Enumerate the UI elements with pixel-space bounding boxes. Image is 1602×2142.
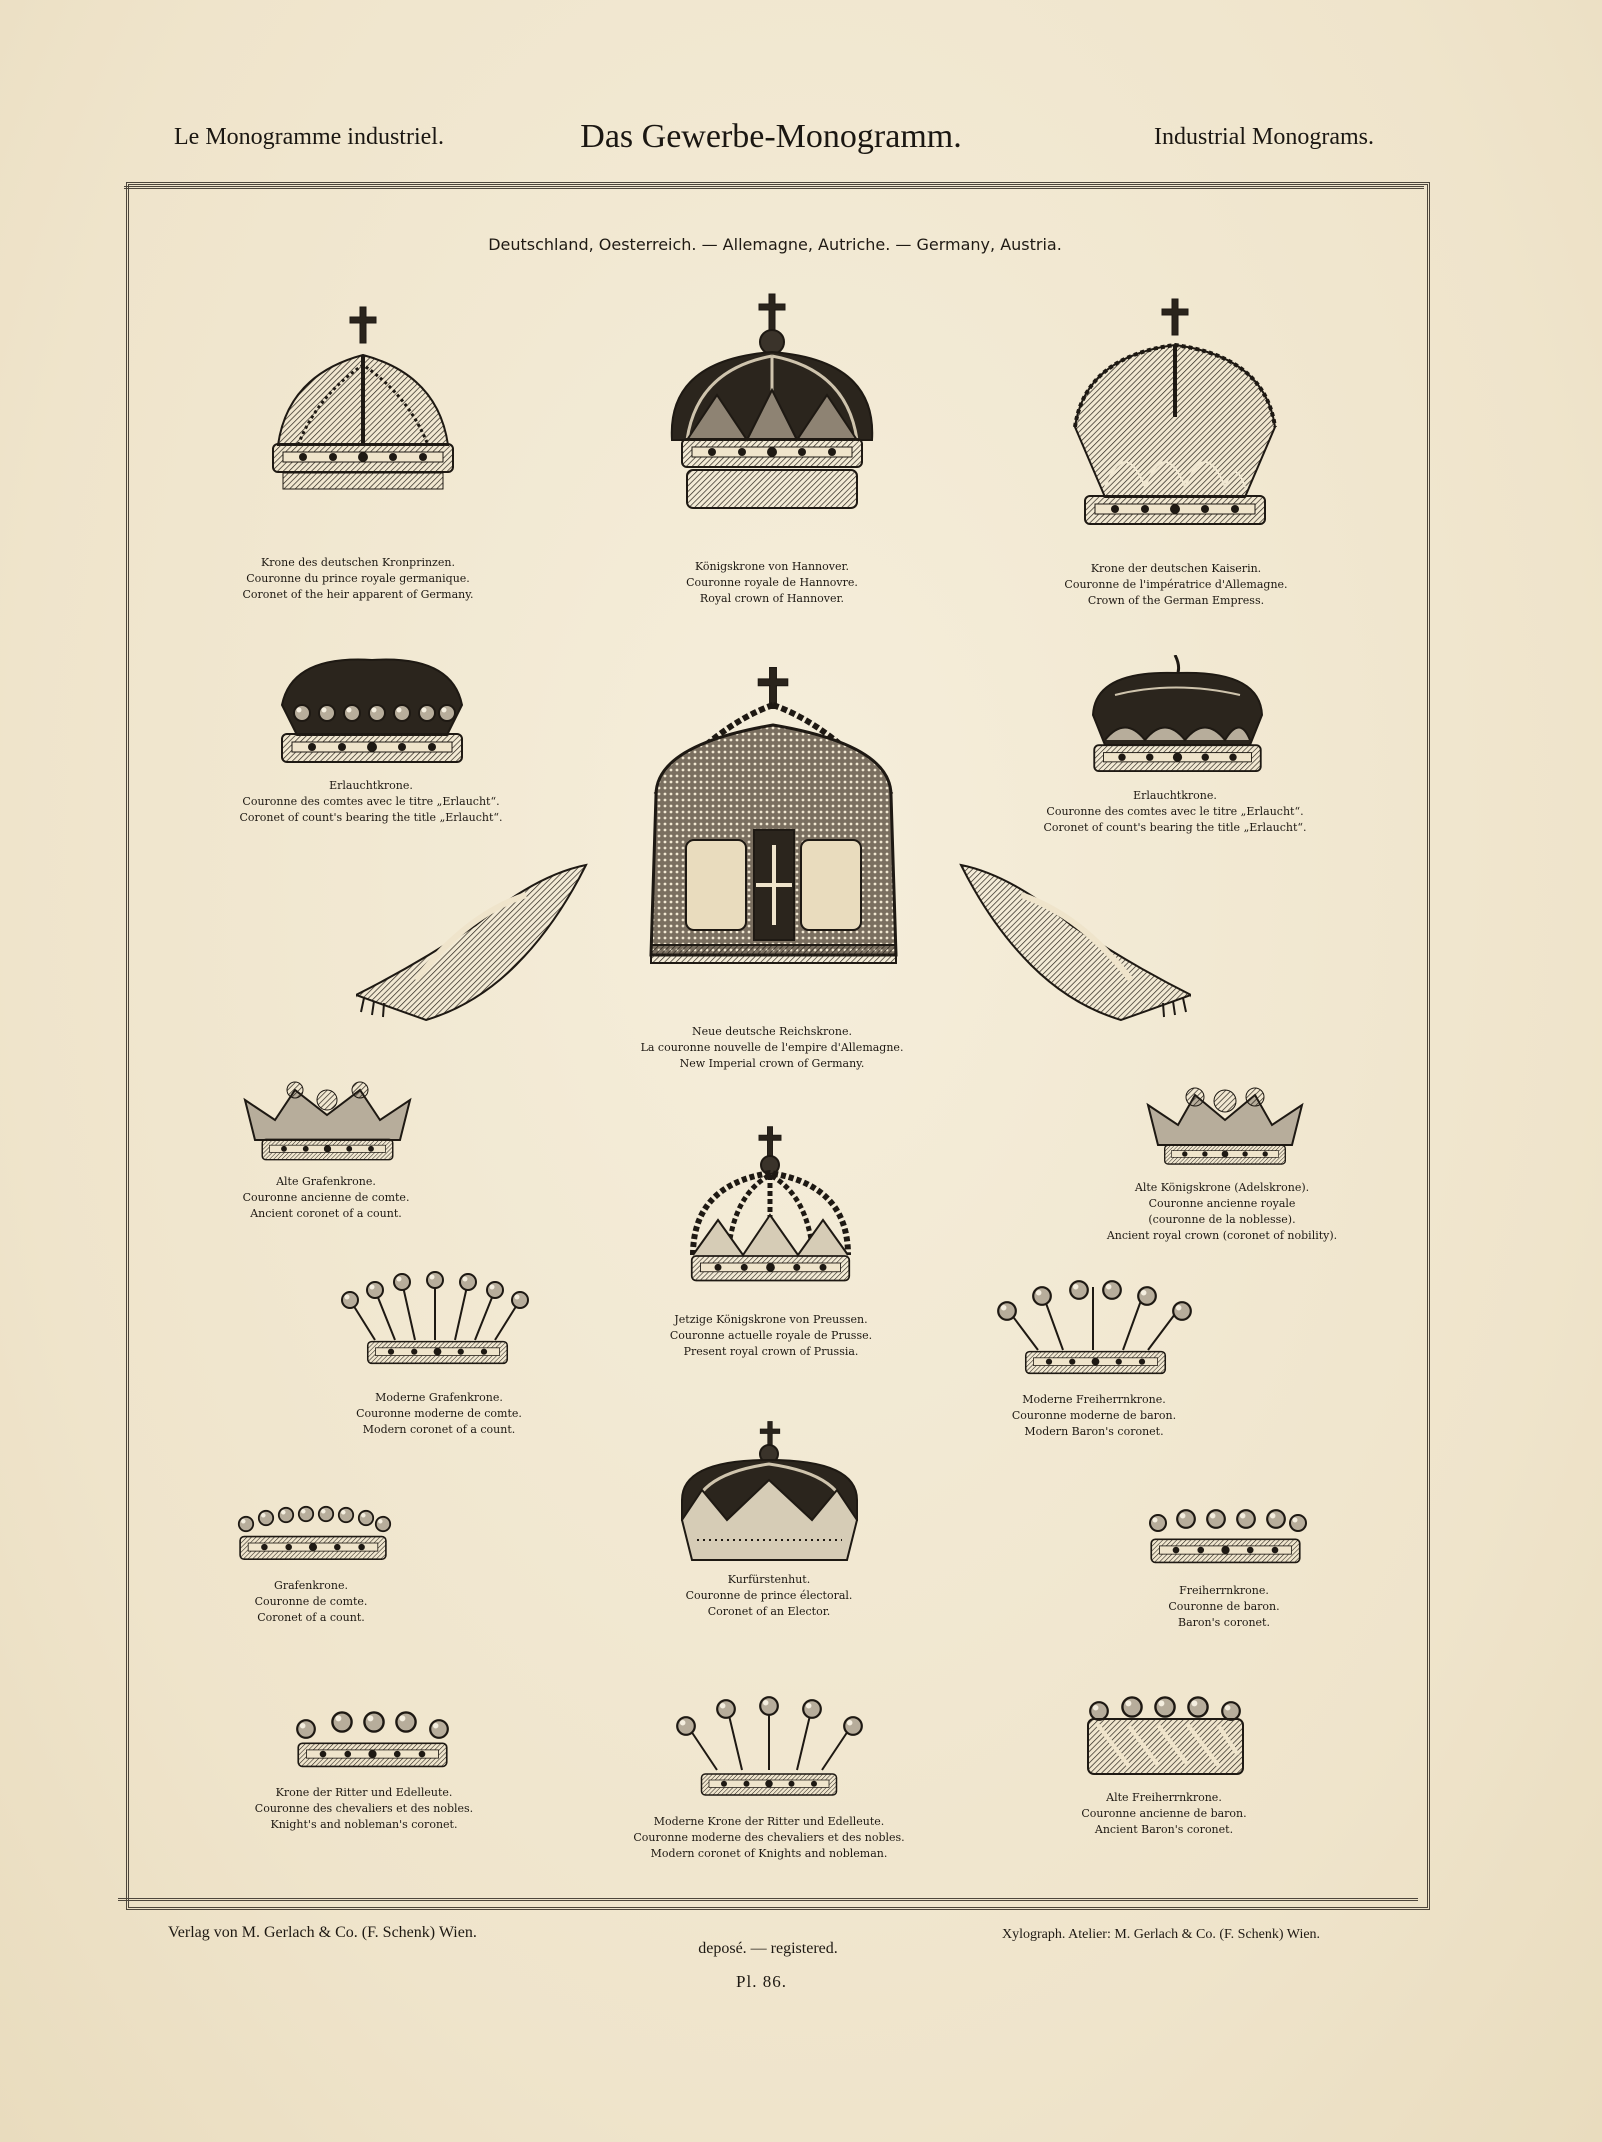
caption-ancient-count: Alte Grafenkrone. Couronne ancienne de comte. Ancient coronet of a count. bbox=[242, 1175, 410, 1220]
page-title: Das Gewerbe-Monogramm. bbox=[580, 118, 962, 155]
crown-ancient-baron-icon bbox=[1083, 1695, 1248, 1780]
caption-prussia: Jetzige Königskrone von Preussen. Couronne actuelle royale de Prusse. Present royal crown of Prussia. bbox=[669, 1313, 873, 1358]
caption-hannover: Königskrone von Hannover. Couronne royale de Hannovre. Royal crown of Hannover. bbox=[686, 560, 858, 605]
caption-empress: Krone der deutschen Kaiserin. Couronne de l'impératrice d'Allemagne. Crown of the German Empress. bbox=[1064, 562, 1288, 607]
caption-crown-prince: Krone des deutschen Kronprinzen. Couronne du prince royale germanique. Coronet of the heir apparent of Germany. bbox=[242, 556, 474, 601]
crown-modern-count-icon bbox=[335, 1270, 540, 1375]
crown-baron-icon bbox=[1143, 1508, 1308, 1578]
header-left: Le Monogramme industriel. bbox=[174, 124, 444, 150]
caption-knight: Krone der Ritter und Edelleute. Couronne des chevaliers et des nobles. Knight's and nobleman's coronet. bbox=[254, 1786, 474, 1831]
crown-modern-knight-icon bbox=[672, 1695, 867, 1810]
caption-modern-baron: Moderne Freiherrnkrone. Couronne moderne de baron. Modern Baron's coronet. bbox=[1011, 1393, 1177, 1438]
crown-crown-prince-icon bbox=[258, 305, 468, 545]
bottom-rule bbox=[118, 1898, 1418, 1901]
caption-ancient-baron: Alte Freiherrnkrone. Couronne ancienne de baron. Ancient Baron's coronet. bbox=[1081, 1791, 1247, 1836]
caption-erlaucht-right: Erlauchtkrone. Couronne des comtes avec le titre „Erlaucht“. Coronet of count's bearing the title „Erlaucht“. bbox=[1043, 789, 1307, 834]
caption-baron: Freiherrnkrone. Couronne de baron. Baron's coronet. bbox=[1168, 1584, 1280, 1629]
publisher-note: Verlag von M. Gerlach & Co. (F. Schenk) Wien. bbox=[168, 1924, 477, 1941]
registration-note: deposé. — registered. bbox=[698, 1940, 838, 1957]
crown-modern-baron-icon bbox=[993, 1275, 1198, 1385]
crown-elector-icon bbox=[672, 1420, 867, 1565]
crown-count-icon bbox=[232, 1505, 394, 1575]
caption-ancient-royal: Alte Königskrone (Adelskrone). Couronne ancienne royale (couronne de la noblesse). Ancient royal crown (coronet of nobility). bbox=[1106, 1181, 1338, 1242]
plate-number: Pl. 86. bbox=[736, 1972, 787, 1991]
caption-erlaucht-left: Erlauchtkrone. Couronne des comtes avec le titre „Erlaucht“. Coronet of count's bearing the title „Erlaucht“. bbox=[239, 779, 503, 824]
region-caption: Deutschland, Oesterreich. — Allemagne, Autriche. — Germany, Austria. bbox=[488, 235, 1062, 254]
caption-elector: Kurfürstenhut. Couronne de prince électoral. Coronet of an Elector. bbox=[685, 1573, 853, 1618]
caption-modern-count: Moderne Grafenkrone. Couronne moderne de comte. Modern coronet of a count. bbox=[356, 1391, 522, 1436]
crown-prussia-icon bbox=[683, 1125, 858, 1305]
caption-imperial: Neue deutsche Reichskrone. La couronne nouvelle de l'empire d'Allemagne. New Imperial crown of Germany. bbox=[640, 1025, 904, 1070]
crown-hannover-icon bbox=[657, 290, 887, 550]
crown-knight-icon bbox=[290, 1710, 455, 1780]
header-right: Industrial Monograms. bbox=[1154, 124, 1374, 150]
engraver-note: Xylograph. Atelier: M. Gerlach & Co. (F. Schenk) Wien. bbox=[1002, 1927, 1321, 1942]
crown-imperial-icon bbox=[356, 665, 1191, 1025]
crown-ancient-royal-icon bbox=[1140, 1085, 1310, 1175]
crown-empress-icon bbox=[1055, 297, 1295, 552]
caption-modern-knight: Moderne Krone der Ritter und Edelleute. Couronne moderne des chevaliers et des nobles. Modern coronet of Knights and nobleman. bbox=[633, 1815, 905, 1860]
caption-count: Grafenkrone. Couronne de comte. Coronet of a count. bbox=[254, 1579, 368, 1624]
crown-ancient-count-icon bbox=[235, 1080, 420, 1170]
